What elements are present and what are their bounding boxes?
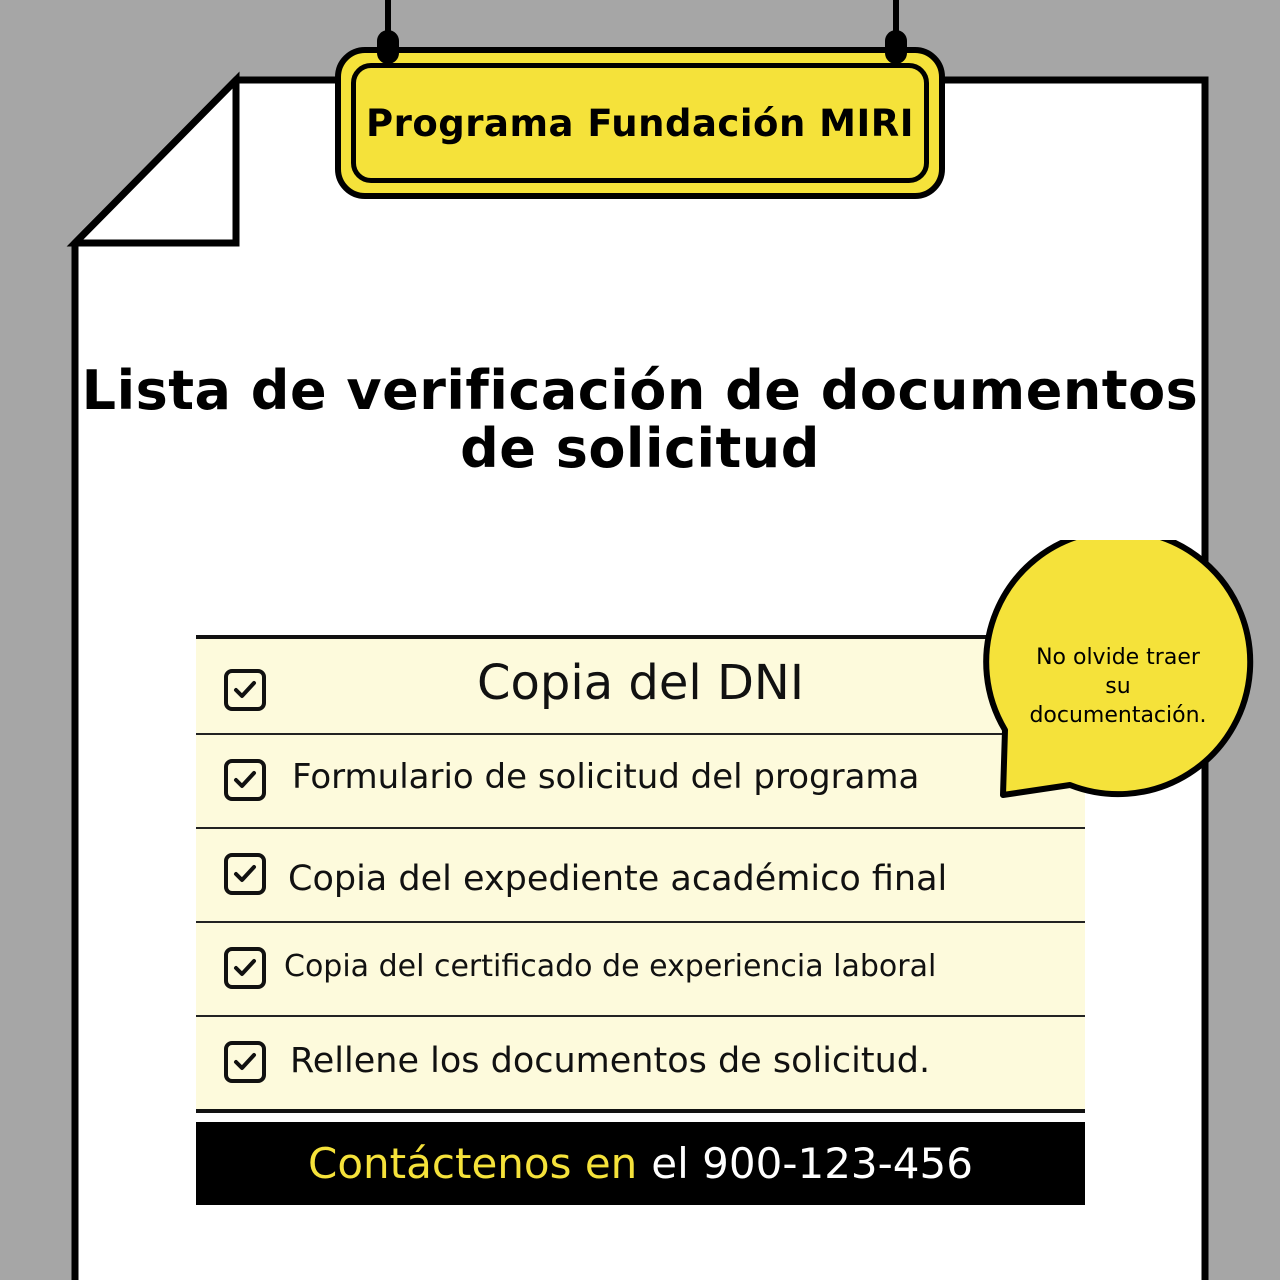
checklist-item-label: Copia del expediente académico final — [288, 859, 948, 899]
checkbox-checked-icon[interactable] — [224, 853, 266, 895]
checkbox-checked-icon[interactable] — [224, 1041, 266, 1083]
bubble-line1: No olvide traer — [1036, 645, 1200, 670]
checklist-item — [196, 733, 1085, 827]
document-checklist — [196, 635, 1085, 1113]
contact-prefix: Contáctenos en — [308, 1139, 638, 1188]
checklist-item-label: Copia del DNI — [477, 655, 804, 711]
checklist-item — [196, 1015, 1085, 1109]
checklist-item — [196, 921, 1085, 1015]
checkbox-checked-icon[interactable] — [224, 947, 266, 989]
page-title — [80, 359, 1200, 480]
peg-left — [377, 30, 399, 64]
paper-fold — [75, 80, 236, 243]
contact-bar — [196, 1122, 1085, 1205]
contact-phone: el 900-123-456 — [651, 1139, 973, 1188]
checkbox-checked-icon[interactable] — [224, 759, 266, 801]
bubble-line2: su — [1105, 674, 1131, 699]
header-title: Programa Fundación MIRI — [365, 101, 915, 145]
speech-bubble-text — [998, 643, 1238, 730]
header-sign — [335, 47, 945, 199]
header-sign-inner — [351, 63, 929, 183]
checklist-item — [196, 827, 1085, 921]
page-title-line1: Lista de verificación de documentos — [81, 359, 1199, 422]
checklist-item-label: Copia del certificado de experiencia laboral — [284, 949, 937, 984]
checklist-item-label: Formulario de solicitud del programa — [292, 757, 920, 797]
checklist-item — [196, 639, 1085, 733]
page-title-line2: de solicitud — [460, 417, 820, 480]
bubble-line3: documentación. — [1029, 703, 1207, 728]
checklist-item-label: Rellene los documentos de solicitud. — [290, 1041, 931, 1081]
peg-right — [885, 30, 907, 64]
